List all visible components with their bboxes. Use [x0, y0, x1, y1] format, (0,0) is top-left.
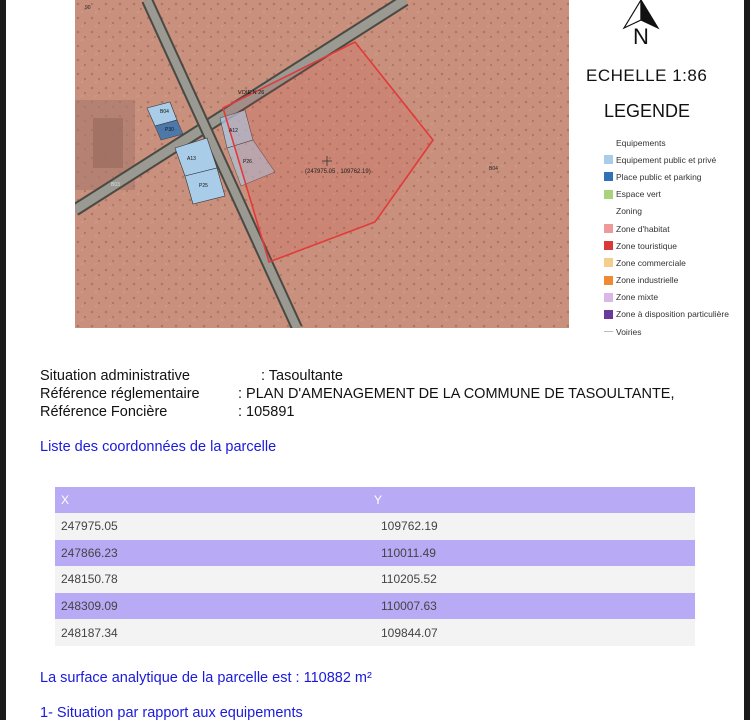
- legend-swatch: [604, 258, 613, 267]
- legend-swatch: [604, 172, 613, 181]
- section-heading: 1- Situation par rapport aux equipements: [40, 705, 303, 720]
- block-label-a13: A13: [187, 156, 196, 162]
- legend-item: [604, 272, 744, 289]
- parcel-map[interactable]: [75, 0, 569, 328]
- block-label-p26: P26: [243, 159, 252, 165]
- map-scale: ECHELLE 1:86: [586, 66, 708, 85]
- legend-item: [604, 254, 744, 271]
- admin-label: Situation administrative: [40, 368, 190, 384]
- fonciere-value: : 105891: [238, 404, 295, 420]
- legend-label: Espace vert: [616, 189, 661, 200]
- legend-item: [604, 168, 744, 185]
- legend-label: Zone touristique: [616, 240, 677, 251]
- table-header-row: [55, 487, 695, 513]
- surface-text: La surface analytique de la parcelle est : 110882 m²: [40, 670, 372, 686]
- block-label-p30: P30: [165, 127, 174, 133]
- table-row: [55, 540, 695, 567]
- admin-value: : Tasoultante: [261, 368, 343, 384]
- legend-label: Equipement public et privé: [616, 154, 717, 165]
- legend-item: [604, 151, 744, 168]
- cell-y: 110007.63: [368, 593, 695, 620]
- legend-item: [604, 306, 744, 323]
- legend-item: [604, 237, 744, 254]
- legend-item: [604, 220, 744, 237]
- cell-x: 248150.78: [55, 566, 368, 593]
- table-row: [55, 513, 695, 540]
- legend-item: [604, 289, 744, 306]
- reference-value: : PLAN D'AMENAGEMENT DE LA COMMUNE DE TASOULTANTE,: [238, 386, 675, 402]
- legend-label: Zone commerciale: [616, 257, 686, 268]
- legend-title: LEGENDE: [604, 101, 691, 121]
- parcel-coordinate-label: (247975.05 , 109762.19): [305, 169, 371, 175]
- legend-label: Zone industrielle: [616, 275, 679, 286]
- column-header-y: Y: [368, 487, 695, 513]
- cell-x: 248309.09: [55, 593, 368, 620]
- legend-line: [604, 331, 613, 332]
- document-page: [6, 0, 744, 720]
- block-label-b04: B04: [160, 109, 169, 115]
- table-row: [55, 593, 695, 620]
- block-label-a12: A12: [229, 128, 238, 134]
- north-letter: N: [633, 24, 649, 49]
- legend-swatch: [604, 276, 613, 285]
- fonciere-label: Référence Foncière: [40, 404, 168, 420]
- legend-swatch: [604, 224, 613, 233]
- map-label-top: 90: [85, 5, 91, 11]
- legend-swatch: [604, 190, 613, 199]
- cell-x: 247975.05: [55, 513, 368, 540]
- legend-swatch: [604, 310, 613, 319]
- legend-swatch: [604, 155, 613, 164]
- reference-label: Référence réglementaire: [40, 386, 200, 402]
- legend-swatch: [604, 241, 613, 250]
- map-label-left: B03: [111, 182, 120, 188]
- map-label-right: B04: [489, 166, 498, 172]
- legend-item: [604, 323, 744, 340]
- legend-label: Zone mixte: [616, 292, 659, 303]
- block-label-p25: P25: [199, 183, 208, 189]
- cell-x: 247866.23: [55, 540, 368, 567]
- legend: [604, 134, 744, 340]
- legend-label: Place public et parking: [616, 171, 702, 182]
- legend-swatch: [604, 293, 613, 302]
- legend-label: Voiries: [616, 326, 642, 337]
- legend-label: Zone d'habitat: [616, 223, 670, 234]
- table-row: [55, 619, 695, 646]
- coordinates-table: [55, 487, 695, 646]
- cell-y: 110205.52: [368, 566, 695, 593]
- legend-item: [604, 134, 744, 151]
- cell-y: 109762.19: [368, 513, 695, 540]
- cell-y: 110011.49: [368, 540, 695, 567]
- legend-label: Zoning: [616, 206, 642, 217]
- legend-item: [604, 186, 744, 203]
- table-row: [55, 566, 695, 593]
- legend-item: [604, 203, 744, 220]
- column-header-x: X: [55, 487, 368, 513]
- legend-label: Equipements: [616, 137, 666, 148]
- cell-x: 248187.34: [55, 619, 368, 646]
- road-label: VOIE N 26: [238, 90, 265, 96]
- coordinates-title: Liste des coordonnées de la parcelle: [40, 439, 277, 455]
- cell-y: 109844.07: [368, 619, 695, 646]
- legend-label: Zone à disposition particulière: [616, 309, 729, 320]
